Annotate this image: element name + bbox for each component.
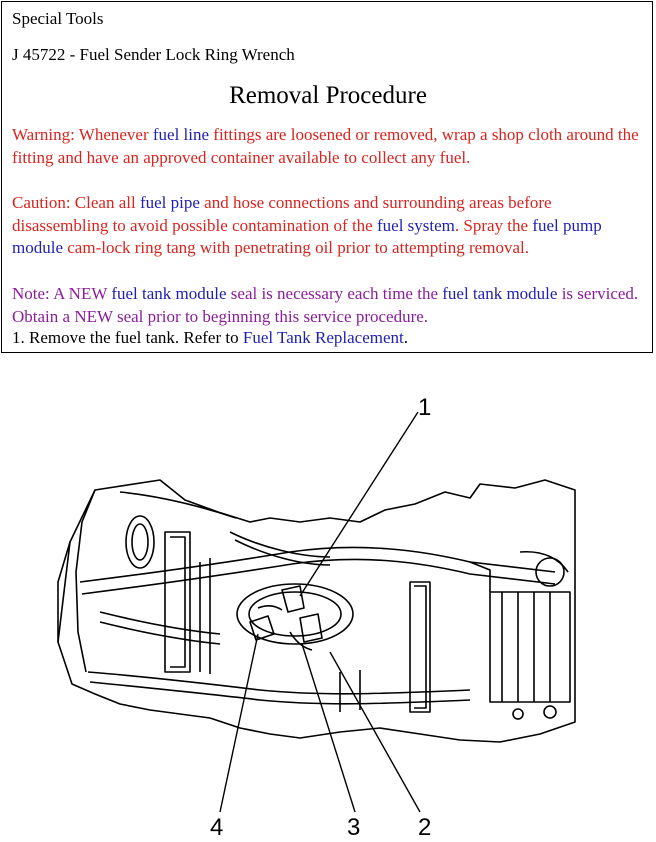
fuel-pump-module (282, 586, 304, 612)
tool-line: J 45722 - Fuel Sender Lock Ring Wrench (12, 45, 295, 64)
fuel-tank-module-link-1[interactable]: fuel tank module (111, 284, 227, 303)
fuel-pump-module-link[interactable]: fuel pump module (12, 215, 602, 257)
fuel-tank-module-link-2[interactable]: fuel tank module (442, 284, 558, 303)
step-1: 1. Remove the fuel tank. Refer to Fuel Tank Replacement. (12, 328, 409, 347)
procedure-box (1, 1, 653, 353)
special-tools-heading: Special Tools (12, 9, 104, 28)
callout-3: 3 (347, 814, 361, 841)
callout-2: 2 (418, 814, 432, 841)
leader-3 (302, 644, 355, 812)
note-text: Note: A NEW fuel tank module seal is necessary each time the fuel tank module is serviced. Obtain a NEW seal prior to beginning this service procedure. (12, 284, 639, 326)
fuel-tank-replacement-link[interactable]: Fuel Tank Replacement (242, 328, 404, 347)
warning-text: Warning: Whenever fuel line fittings are loosened or removed, wrap a shop cloth around the fitting and have an approved container available to collect any fuel. (12, 125, 639, 167)
fuel-tank-diagram (0, 372, 656, 839)
fuel-system-link[interactable]: fuel system (376, 215, 455, 235)
callout-4: 4 (210, 814, 224, 841)
page-title: Removal Procedure (229, 82, 427, 109)
callout-1: 1 (418, 394, 432, 421)
fuel-pipe-link[interactable]: fuel pipe (139, 193, 200, 212)
caution-text: Caution: Clean all fuel pipe and hose connections and surrounding areas before disassembling to avoid possible contamination of the fuel system. Spray the fuel pump module cam-lock ring tang with penetrating oil prior to attempting removal. (12, 193, 602, 257)
fuel-pump-connector (250, 616, 274, 640)
left-strap (165, 532, 190, 672)
fuel-line-link[interactable]: fuel line (152, 125, 210, 144)
leader-1 (300, 412, 418, 596)
